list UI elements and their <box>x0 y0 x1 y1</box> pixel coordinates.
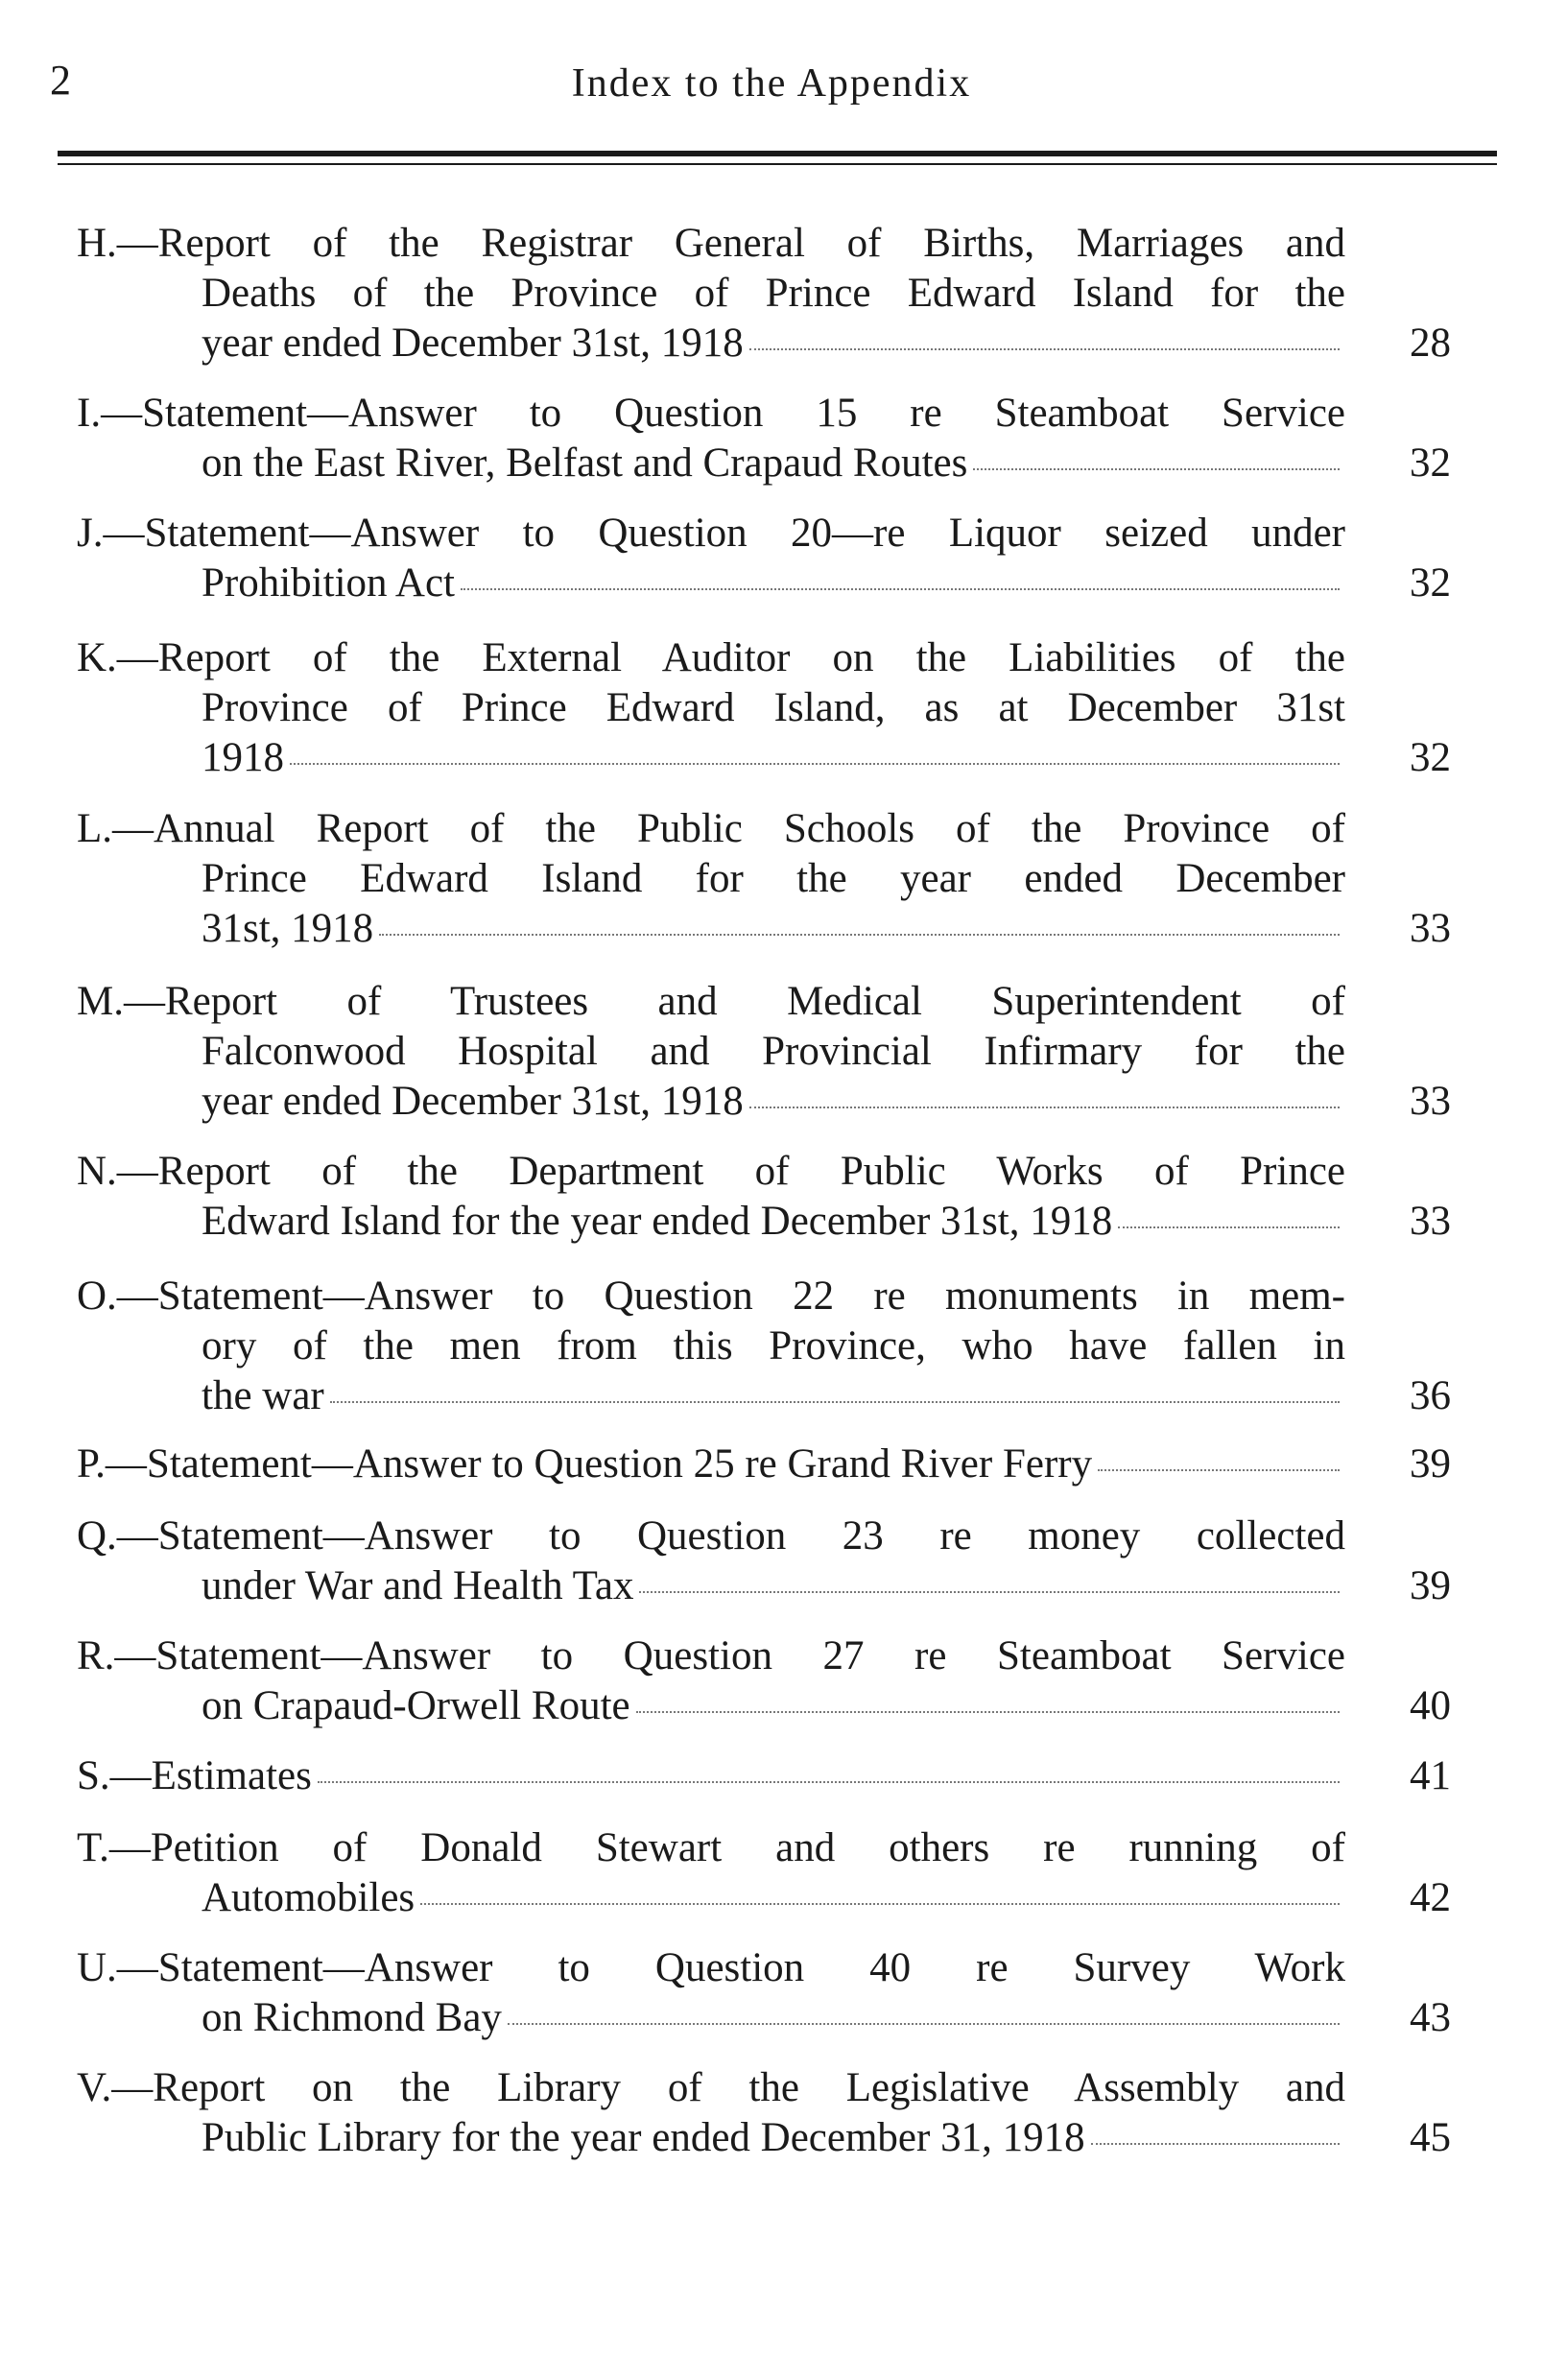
entry-text-line: Deaths of the Province of Prince Edward Island for the <box>202 271 1345 316</box>
entry-last-line <box>202 1197 1451 1247</box>
index-entry <box>77 1823 1451 1923</box>
entry-last-line <box>202 733 1451 783</box>
entry-text-line: Prince Edward Island for the year ended December <box>202 856 1345 901</box>
entry-title-text: under War and Health Tax <box>202 1563 634 1608</box>
entry-title-text: on the East River, Belfast and Crapaud Routes <box>202 440 968 486</box>
entry-page-number: 40 <box>1410 1683 1451 1728</box>
entry-text-line: H.—Report of the Registrar General of Births, Marriages and <box>77 221 1345 266</box>
index-entry <box>77 1751 1451 1801</box>
entry-title-text: year ended December 31st, 1918 <box>202 321 744 366</box>
dot-leader <box>749 1107 1340 1108</box>
index-entry <box>77 977 1451 1127</box>
entry-title-text: 1918 <box>202 735 284 780</box>
entry-last-line <box>77 1440 1451 1489</box>
entry-title-text: on Crapaud-Orwell Route <box>202 1683 630 1728</box>
entry-text-line: N.—Report of the Department of Public Works of Prince <box>77 1149 1345 1194</box>
entry-title-text: S.—Estimates <box>77 1753 312 1798</box>
dot-leader <box>461 588 1340 590</box>
index-entry <box>77 1440 1451 1489</box>
entry-title-text: the war <box>202 1373 324 1418</box>
dot-leader <box>1118 1226 1340 1228</box>
entry-text-line: J.—Statement—Answer to Question 20—re Liquor seized under <box>77 511 1345 556</box>
entry-page-number: 32 <box>1410 440 1451 486</box>
entry-text-line: V.—Report on the Library of the Legislative Assembly and <box>77 2065 1345 2110</box>
entry-page-number: 41 <box>1410 1753 1451 1798</box>
entry-title-text: Automobiles <box>202 1875 415 1920</box>
index-entry <box>77 389 1451 488</box>
entry-last-line <box>202 439 1451 488</box>
entry-page-number: 45 <box>1410 2115 1451 2160</box>
dot-leader <box>290 763 1340 765</box>
dot-leader <box>379 934 1340 936</box>
entry-last-line <box>202 904 1451 954</box>
entry-page-number: 33 <box>1410 1199 1451 1244</box>
entry-page-number: 43 <box>1410 1995 1451 2040</box>
entry-last-line <box>202 1371 1451 1421</box>
entry-last-line <box>202 559 1451 608</box>
index-entry <box>77 219 1451 369</box>
entry-title-text: Edward Island for the year ended December 31st, 1918 <box>202 1199 1113 1244</box>
entry-text-line: ory of the men from this Province, who have fallen in <box>202 1323 1345 1368</box>
entry-text-line: Falconwood Hospital and Provincial Infirmary for the <box>202 1029 1345 1074</box>
page-number: 2 <box>50 57 71 104</box>
entry-title-text: Public Library for the year ended December 31, 1918 <box>202 2115 1085 2160</box>
entry-page-number: 32 <box>1410 735 1451 780</box>
header-rule-thin <box>58 163 1497 165</box>
entry-title-text: on Richmond Bay <box>202 1995 502 2040</box>
entry-page-number: 42 <box>1410 1875 1451 1920</box>
dot-leader <box>639 1591 1340 1593</box>
entry-last-line <box>202 1993 1451 2043</box>
entry-title-text: year ended December 31st, 1918 <box>202 1079 744 1124</box>
index-entry <box>77 1147 1451 1247</box>
index-entry <box>77 633 1451 783</box>
entry-text-line: T.—Petition of Donald Stewart and others re running of <box>77 1825 1345 1870</box>
dot-leader <box>1091 2143 1340 2145</box>
index-entry <box>77 1631 1451 1731</box>
entry-page-number: 39 <box>1410 1563 1451 1608</box>
entry-text-line: Province of Prince Edward Island, as at December 31st <box>202 685 1345 730</box>
entry-text-line: U.—Statement—Answer to Question 40 re Survey Work <box>77 1945 1345 1990</box>
entry-page-number: 28 <box>1410 321 1451 366</box>
running-head: Index to the Appendix <box>571 61 972 106</box>
entry-text-line: M.—Report of Trustees and Medical Superintendent of <box>77 979 1345 1024</box>
index-entry <box>77 804 1451 954</box>
entry-last-line <box>202 2113 1451 2163</box>
entry-text-line: R.—Statement—Answer to Question 27 re Steamboat Service <box>77 1633 1345 1678</box>
header-rule-thick <box>58 151 1497 156</box>
dot-leader <box>1098 1469 1340 1471</box>
entry-text-line: O.—Statement—Answer to Question 22 re monuments in mem- <box>77 1273 1345 1319</box>
index-entry <box>77 509 1451 608</box>
entry-page-number: 33 <box>1410 1079 1451 1124</box>
entry-last-line <box>202 1077 1451 1127</box>
dot-leader <box>318 1781 1340 1783</box>
entry-text-line: K.—Report of the External Auditor on the Liabilities of the <box>77 635 1345 680</box>
dot-leader <box>636 1711 1340 1713</box>
entry-text-line: L.—Annual Report of the Public Schools of the Province of <box>77 806 1345 851</box>
entry-page-number: 39 <box>1410 1441 1451 1487</box>
dot-leader <box>508 2023 1340 2025</box>
dot-leader <box>330 1401 1340 1403</box>
entry-page-number: 32 <box>1410 560 1451 606</box>
entry-last-line <box>202 1681 1451 1731</box>
entry-title-text: 31st, 1918 <box>202 906 374 951</box>
index-entry <box>77 1943 1451 2043</box>
entry-page-number: 36 <box>1410 1373 1451 1418</box>
entry-text-line: I.—Statement—Answer to Question 15 re Steamboat Service <box>77 391 1345 436</box>
entry-last-line <box>202 1873 1451 1923</box>
dot-leader <box>973 468 1340 470</box>
dot-leader <box>749 348 1340 350</box>
entry-title-text: P.—Statement—Answer to Question 25 re Grand River Ferry <box>77 1441 1093 1487</box>
index-entry <box>77 2063 1451 2163</box>
entry-last-line <box>77 1751 1451 1801</box>
entry-last-line <box>202 1561 1451 1611</box>
entry-title-text: Prohibition Act <box>202 560 455 606</box>
index-entry <box>77 1272 1451 1421</box>
index-entry <box>77 1511 1451 1611</box>
dot-leader <box>420 1903 1340 1905</box>
entry-text-line: Q.—Statement—Answer to Question 23 re money collected <box>77 1513 1345 1559</box>
entry-page-number: 33 <box>1410 906 1451 951</box>
entry-last-line <box>202 319 1451 369</box>
